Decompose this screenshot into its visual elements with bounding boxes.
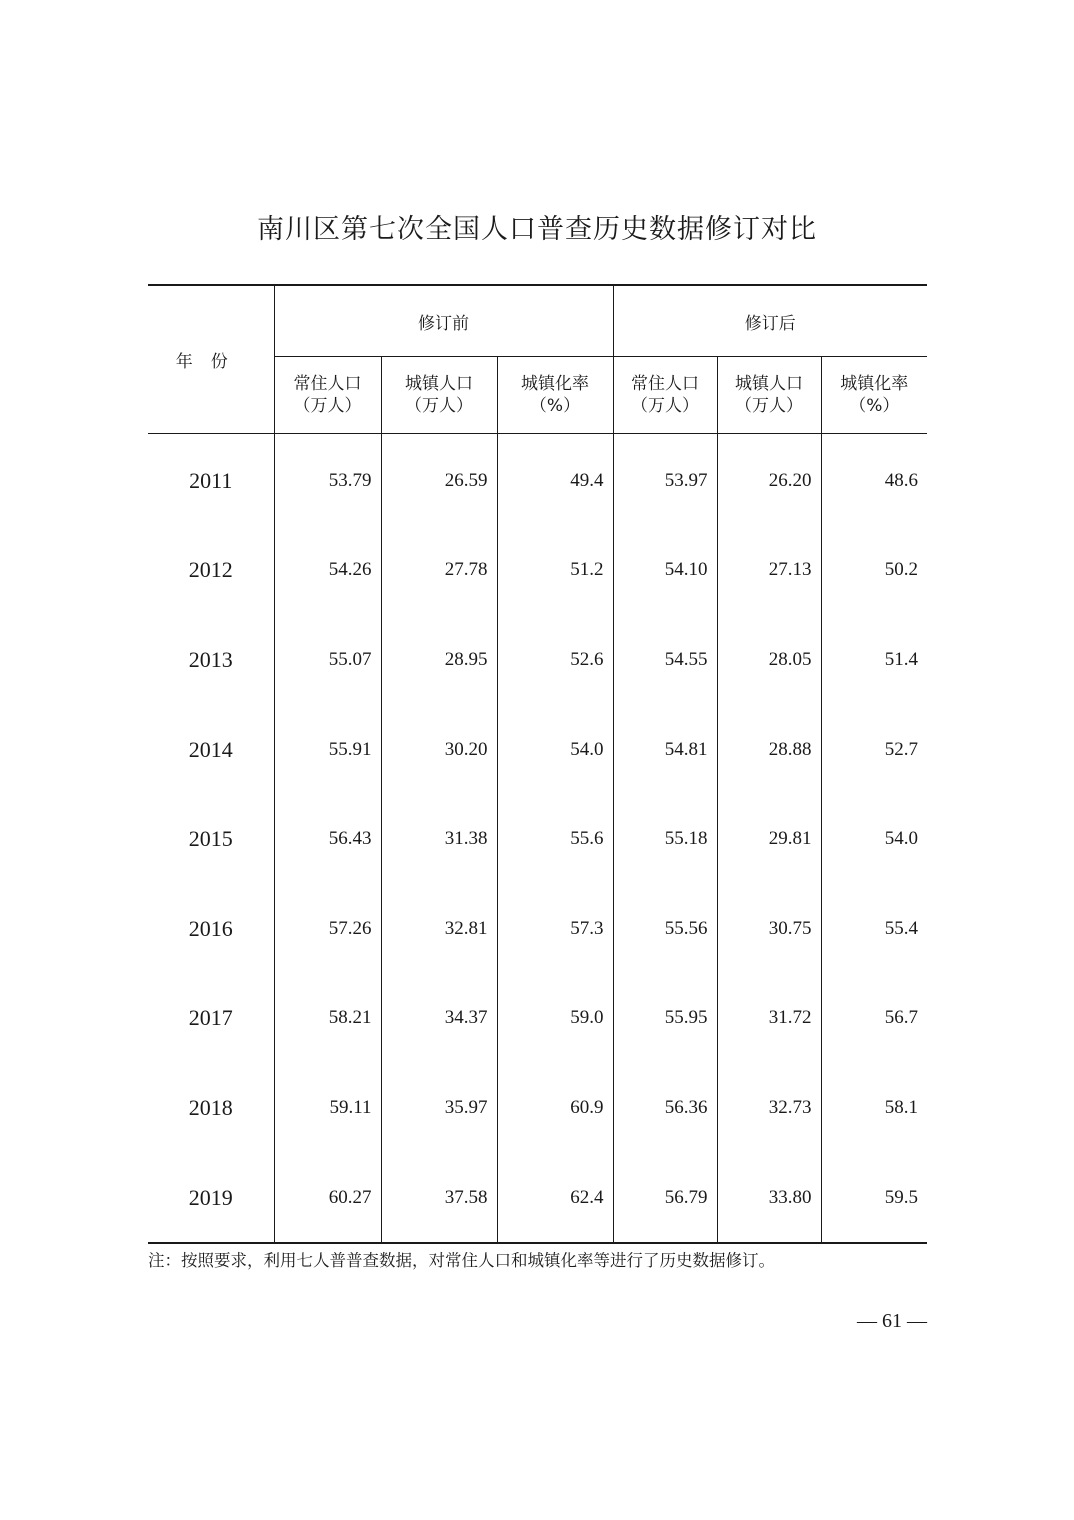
page-number: — 61 —	[857, 1310, 927, 1332]
table-cell: 56.7	[821, 974, 927, 1064]
table-cell: 30.75	[717, 884, 821, 974]
table-cell: 54.55	[613, 615, 717, 705]
table-cell: 32.81	[381, 884, 497, 974]
table-cell: 28.95	[381, 615, 497, 705]
table-row	[148, 974, 927, 1064]
year-cell: 2014	[148, 705, 274, 795]
table-cell: 58.1	[821, 1063, 927, 1153]
table-cell: 56.79	[613, 1153, 717, 1244]
table-cell: 33.80	[717, 1153, 821, 1244]
before-revision-group-header: 修订前	[274, 285, 613, 357]
table-cell: 27.78	[381, 526, 497, 616]
table-cell: 55.07	[328, 648, 372, 670]
table-cell: 26.20	[717, 434, 821, 526]
table-cell: 29.81	[717, 794, 821, 884]
column-header	[821, 357, 927, 434]
table-cell: 58.21	[328, 1007, 372, 1029]
year-cell: 2016	[148, 884, 274, 974]
column-header-name: 城镇化率	[521, 374, 589, 394]
table-cell: 31.72	[717, 974, 821, 1064]
table-cell: 54.0	[497, 705, 613, 795]
table-cell: 28.88	[717, 705, 821, 795]
table-cell: 35.97	[381, 1063, 497, 1153]
table-row	[148, 1153, 927, 1244]
year-cell: 2017	[148, 974, 274, 1064]
column-header	[274, 357, 381, 434]
year-cell: 2012	[148, 526, 274, 616]
table-row	[148, 526, 927, 616]
table-cell: 59.5	[821, 1153, 927, 1244]
column-header-name: 常住人口	[293, 374, 362, 394]
table-cell: 49.4	[497, 434, 613, 526]
column-header-name: 常住人口	[631, 374, 700, 394]
table-cell: 55.6	[497, 794, 613, 884]
table-cell: 59.0	[497, 974, 613, 1064]
table-row	[148, 884, 927, 974]
after-revision-group-header: 修订后	[613, 285, 927, 357]
table-cell: 53.79	[328, 469, 372, 491]
column-header	[497, 357, 613, 434]
table-cell: 30.20	[381, 705, 497, 795]
table-cell: 32.73	[717, 1063, 821, 1153]
table-row	[148, 705, 927, 795]
table-row	[148, 434, 927, 526]
table-cell: 26.59	[381, 434, 497, 526]
table-body	[148, 434, 927, 1244]
column-header-name: 城镇化率	[840, 374, 909, 394]
table-cell: 56.43	[328, 828, 372, 850]
column-header-unit: （%）	[849, 396, 900, 416]
table-cell: 37.58	[381, 1153, 497, 1244]
table-cell: 48.6	[821, 434, 927, 526]
table-cell: 62.4	[497, 1153, 613, 1244]
page-title: 南川区第七次全国人口普查历史数据修订对比	[257, 214, 817, 245]
column-header-name: 城镇人口	[735, 374, 804, 394]
table-cell: 55.91	[328, 738, 372, 760]
table-cell: 54.10	[613, 526, 717, 616]
column-header	[381, 357, 497, 434]
table-cell: 50.2	[821, 526, 927, 616]
year-cell: 2018	[148, 1063, 274, 1153]
year-cell: 2011	[148, 434, 274, 526]
table-cell: 51.4	[821, 615, 927, 705]
table-cell: 57.26	[328, 917, 372, 939]
column-header	[613, 357, 717, 434]
table-cell: 52.7	[821, 705, 927, 795]
column-header-unit: （万人）	[405, 396, 473, 416]
table-cell: 56.36	[613, 1063, 717, 1153]
table-cell: 55.95	[613, 974, 717, 1064]
column-header-unit: （%）	[529, 396, 581, 416]
revision-comparison-table	[148, 284, 927, 1244]
table-cell: 53.97	[613, 434, 717, 526]
table-cell: 27.13	[717, 526, 821, 616]
year-column-header: 年份	[148, 285, 274, 434]
column-header-name: 城镇人口	[405, 374, 473, 394]
column-header-unit: （万人）	[631, 396, 700, 416]
table-cell: 52.6	[497, 615, 613, 705]
table-cell: 54.81	[613, 705, 717, 795]
table-cell: 54.0	[821, 794, 927, 884]
year-cell: 2019	[148, 1153, 274, 1244]
table-row	[148, 1063, 927, 1153]
table-row	[148, 794, 927, 884]
table-cell: 54.26	[328, 559, 372, 581]
table-cell: 34.37	[381, 974, 497, 1064]
year-cell: 2013	[148, 615, 274, 705]
table-cell: 55.56	[613, 884, 717, 974]
table-cell: 55.4	[821, 884, 927, 974]
table-cell: 59.11	[329, 1096, 372, 1118]
column-header-unit: （万人）	[293, 396, 362, 416]
table-cell: 31.38	[381, 794, 497, 884]
column-header-unit: （万人）	[735, 396, 804, 416]
table-cell: 51.2	[497, 526, 613, 616]
table-cell: 60.9	[497, 1063, 613, 1153]
table-cell: 57.3	[497, 884, 613, 974]
table-cell: 60.27	[328, 1186, 372, 1208]
table-row	[148, 615, 927, 705]
column-header	[717, 357, 821, 434]
table-cell: 28.05	[717, 615, 821, 705]
year-cell: 2015	[148, 794, 274, 884]
footnote: 注：按照要求，利用七人普普查数据，对常住人口和城镇化率等进行了历史数据修订。	[148, 1251, 775, 1270]
table-cell: 55.18	[613, 794, 717, 884]
